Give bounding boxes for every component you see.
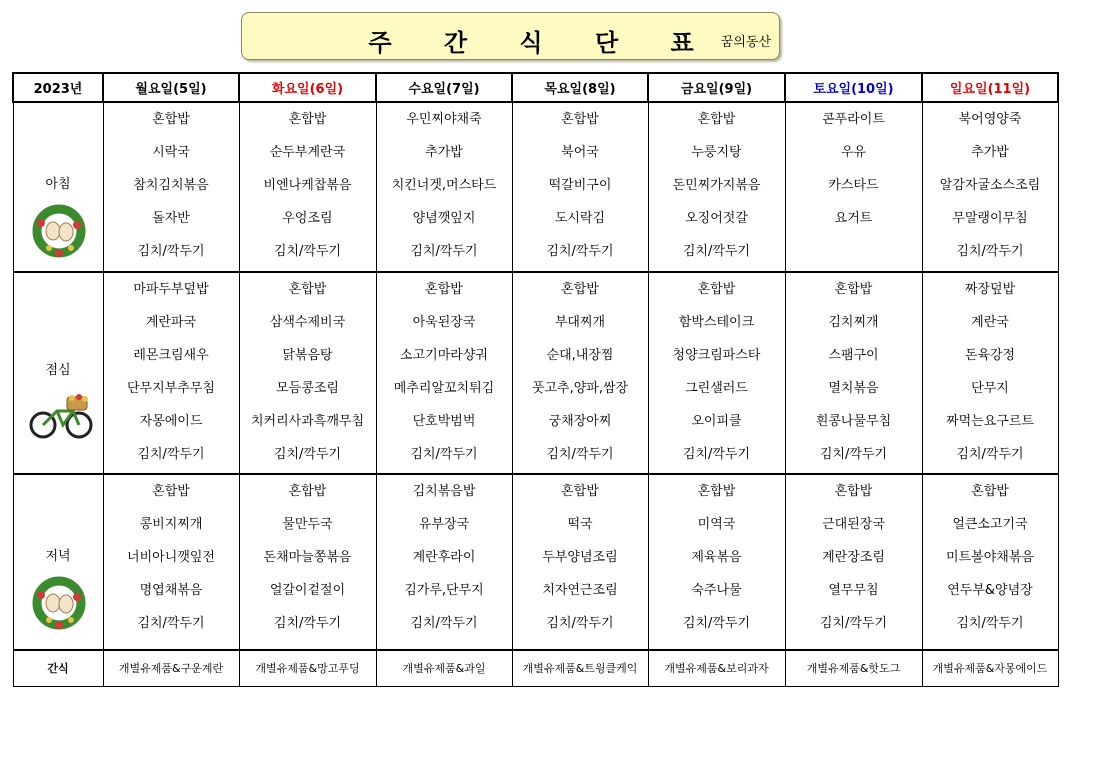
menu-item: 카스타드 <box>828 178 879 193</box>
menu-item: 청양크림파스타 <box>672 348 761 363</box>
menu-item: 혼합밥 <box>152 484 190 499</box>
menu-item: 치킨너겟,머스타드 <box>391 178 497 193</box>
menu-item: 김치/깍두기 <box>682 616 751 631</box>
menu-item: 얼갈이겉절이 <box>269 583 346 598</box>
menu-item: 순대,내장찜 <box>546 348 614 363</box>
meal-label-lunch: 점심 <box>45 363 71 378</box>
menu-item: 스팸구이 <box>828 348 879 363</box>
dinner-wed <box>376 474 512 650</box>
meal-label-dinner: 저녁 <box>45 549 71 564</box>
dinner-row <box>13 474 1058 650</box>
menu-item: 김치/깍두기 <box>956 244 1024 259</box>
dinner-tue <box>239 474 376 650</box>
lunch-label-cell <box>13 272 103 474</box>
meal-label-snack: 간식 <box>13 650 103 686</box>
menu-item: 혼합밥 <box>561 282 599 297</box>
snack-sun: 개별유제품&자몽에이드 <box>922 650 1058 686</box>
snack-mon: 개별유제품&구운계란 <box>103 650 239 686</box>
bicycle-icon <box>29 393 93 441</box>
year-label: 2023년 <box>13 73 103 102</box>
menu-item: 명엽채볶음 <box>139 583 203 598</box>
menu-item: 우유 <box>840 145 867 160</box>
dinner-sun <box>922 474 1058 650</box>
menu-item: 단무지부추무침 <box>127 381 215 396</box>
menu-item: 누룽지탕 <box>691 145 742 160</box>
header-row <box>13 73 1058 102</box>
weekly-menu-table <box>12 72 1059 687</box>
menu-item: 멸치볶음 <box>828 381 879 396</box>
day-header-thu: 목요일(8일) <box>512 73 648 102</box>
menu-item: 도시락김 <box>554 211 606 226</box>
menu-item: 김치/깍두기 <box>137 244 205 259</box>
menu-item: 돈채마늘쫑볶음 <box>263 550 352 565</box>
menu-item: 얼큰소고기국 <box>952 517 1028 532</box>
menu-item: 김치/깍두기 <box>546 616 614 631</box>
menu-item: 돈육강정 <box>964 348 1016 363</box>
menu-item: 혼합밥 <box>561 484 599 499</box>
snack-sat: 개별유제품&핫도그 <box>785 650 922 686</box>
menu-item: 김치/깍두기 <box>273 244 342 259</box>
menu-item: 두부양념조림 <box>542 550 618 565</box>
menu-item: 단호박범벅 <box>412 414 476 429</box>
menu-item: 우민찌야채죽 <box>406 112 482 127</box>
snack-fri: 개별유제품&보리과자 <box>648 650 785 686</box>
menu-item: 추가밥 <box>971 145 1009 160</box>
menu-item: 추가밥 <box>425 145 463 160</box>
wreath-icon <box>29 573 89 633</box>
menu-item: 비엔나케찹볶음 <box>263 178 352 193</box>
menu-item: 김치/깍두기 <box>956 447 1024 462</box>
menu-item: 김치/깍두기 <box>546 447 614 462</box>
lunch-fri <box>648 272 785 474</box>
menu-item: 오이피클 <box>691 414 742 429</box>
breakfast-sun <box>922 102 1058 272</box>
menu-item: 혼합밥 <box>561 112 599 127</box>
breakfast-label-cell <box>13 102 103 272</box>
menu-item: 김치/깍두기 <box>682 244 751 259</box>
menu-item: 돌자반 <box>152 211 190 226</box>
menu-item: 혼합밥 <box>288 484 327 499</box>
menu-item <box>786 235 922 268</box>
menu-item: 짜먹는요구르트 <box>946 414 1034 429</box>
dinner-mon <box>103 474 239 650</box>
lunch-mon <box>103 272 239 474</box>
menu-item: 떡갈비구이 <box>548 178 612 193</box>
menu-item: 김치/깍두기 <box>956 616 1024 631</box>
menu-item: 김치찌개 <box>828 315 879 330</box>
menu-item: 김치/깍두기 <box>137 447 205 462</box>
menu-item: 혼합밥 <box>697 282 736 297</box>
menu-item: 오징어젓갈 <box>685 211 748 226</box>
menu-item: 김치/깍두기 <box>819 447 888 462</box>
menu-item: 양념깻잎지 <box>412 211 476 226</box>
menu-item: 계란파국 <box>145 315 197 330</box>
day-header-sun: 일요일(11일) <box>922 73 1058 102</box>
menu-item: 혼합밥 <box>288 282 327 297</box>
menu-item: 혼합밥 <box>834 484 873 499</box>
snack-wed: 개별유제품&과일 <box>376 650 512 686</box>
breakfast-fri <box>648 102 785 272</box>
menu-item: 혼합밥 <box>971 484 1009 499</box>
menu-item: 콩비지찌개 <box>139 517 203 532</box>
menu-item: 삼색수제비국 <box>269 315 346 330</box>
menu-item: 연두부&양념장 <box>947 583 1033 598</box>
menu-item: 김치/깍두기 <box>682 447 751 462</box>
menu-item: 풋고추,양파,쌈장 <box>531 381 629 396</box>
dinner-fri <box>648 474 785 650</box>
menu-item: 근대된장국 <box>822 517 885 532</box>
menu-item: 시락국 <box>152 145 190 160</box>
menu-item: 계란장조림 <box>822 550 885 565</box>
menu-item: 미트볼야채볶음 <box>946 550 1034 565</box>
menu-item: 순두부계란국 <box>269 145 346 160</box>
menu-item: 북어영양죽 <box>958 112 1022 127</box>
menu-item: 함박스테이크 <box>678 315 755 330</box>
breakfast-wed <box>376 102 512 272</box>
snack-row <box>13 650 1058 686</box>
menu-item: 제육볶음 <box>691 550 742 565</box>
lunch-sat <box>785 272 922 474</box>
menu-item: 유부장국 <box>418 517 470 532</box>
menu-item: 치자연근조림 <box>542 583 618 598</box>
menu-item: 메추리알꼬치튀김 <box>393 381 495 396</box>
menu-item: 김치/깍두기 <box>273 447 342 462</box>
title-banner <box>241 12 780 60</box>
snack-thu: 개별유제품&트윙클케익 <box>512 650 648 686</box>
lunch-wed <box>376 272 512 474</box>
menu-item: 김치/깍두기 <box>819 616 888 631</box>
menu-item: 부대찌개 <box>554 315 606 330</box>
menu-item: 계란후라이 <box>412 550 476 565</box>
menu-item: 혼합밥 <box>152 112 190 127</box>
menu-item: 짜장덮밥 <box>964 282 1016 297</box>
dinner-label-cell <box>13 474 103 650</box>
menu-item: 김치/깍두기 <box>410 244 478 259</box>
menu-item: 혼합밥 <box>288 112 327 127</box>
breakfast-mon <box>103 102 239 272</box>
breakfast-thu <box>512 102 648 272</box>
menu-item: 김치/깍두기 <box>137 616 205 631</box>
menu-item: 김가루,단무지 <box>404 583 484 598</box>
menu-item: 궁채장아찌 <box>548 414 612 429</box>
menu-item: 무말랭이무침 <box>952 211 1028 226</box>
menu-item: 마파두부덮밥 <box>133 282 209 297</box>
menu-item: 혼합밥 <box>697 112 736 127</box>
menu-item: 열무무침 <box>828 583 879 598</box>
center-name: 꿈의동산 <box>720 35 771 50</box>
lunch-tue <box>239 272 376 474</box>
menu-item: 콘푸라이트 <box>822 112 885 127</box>
menu-item: 치커리사과흑깨무침 <box>250 414 365 429</box>
menu-item: 알감자굴소스조림 <box>939 178 1041 193</box>
menu-item: 너비아니깻잎전 <box>127 550 215 565</box>
menu-item: 모듬콩조림 <box>276 381 339 396</box>
dinner-sat <box>785 474 922 650</box>
menu-item: 소고기마라샹궈 <box>400 348 488 363</box>
menu-item: 요거트 <box>834 211 873 226</box>
menu-item: 흰콩나물무침 <box>815 414 892 429</box>
menu-item: 그린샐러드 <box>685 381 748 396</box>
lunch-row <box>13 272 1058 474</box>
day-header-fri: 금요일(9일) <box>648 73 785 102</box>
meal-label-breakfast: 아침 <box>45 177 71 192</box>
day-header-sat: 토요일(10일) <box>785 73 922 102</box>
menu-item: 아욱된장국 <box>412 315 476 330</box>
menu-item: 김치볶음밥 <box>412 484 476 499</box>
menu-item: 닭볶음탕 <box>282 348 333 363</box>
menu-item: 떡국 <box>567 517 593 532</box>
breakfast-sat <box>785 102 922 272</box>
page-title: 주 간 식 단 표 <box>368 29 716 57</box>
menu-item: 숙주나물 <box>691 583 742 598</box>
menu-item: 미역국 <box>697 517 736 532</box>
menu-item: 혼합밥 <box>834 282 873 297</box>
menu-item: 김치/깍두기 <box>273 616 342 631</box>
menu-item: 물만두국 <box>282 517 333 532</box>
menu-item: 단무지 <box>971 381 1009 396</box>
snack-tue: 개별유제품&망고푸딩 <box>239 650 376 686</box>
menu-item: 참치김치볶음 <box>133 178 209 193</box>
menu-item: 혼합밥 <box>425 282 463 297</box>
menu-item: 레몬크림새우 <box>133 348 209 363</box>
lunch-thu <box>512 272 648 474</box>
dinner-thu <box>512 474 648 650</box>
menu-item: 김치/깍두기 <box>410 447 478 462</box>
menu-item: 혼합밥 <box>697 484 736 499</box>
day-header-tue: 화요일(6일) <box>239 73 376 102</box>
menu-item: 계란국 <box>971 315 1009 330</box>
wreath-icon <box>29 201 89 261</box>
lunch-sun <box>922 272 1058 474</box>
menu-item: 김치/깍두기 <box>546 244 614 259</box>
menu-item: 김치/깍두기 <box>410 616 478 631</box>
menu-item: 자몽에이드 <box>139 414 203 429</box>
menu-item: 북어국 <box>561 145 599 160</box>
breakfast-row <box>13 102 1058 272</box>
breakfast-tue <box>239 102 376 272</box>
menu-item: 돈민찌가지볶음 <box>672 178 761 193</box>
day-header-wed: 수요일(7일) <box>376 73 512 102</box>
day-header-mon: 월요일(5일) <box>103 73 239 102</box>
menu-item: 우엉조림 <box>282 211 333 226</box>
